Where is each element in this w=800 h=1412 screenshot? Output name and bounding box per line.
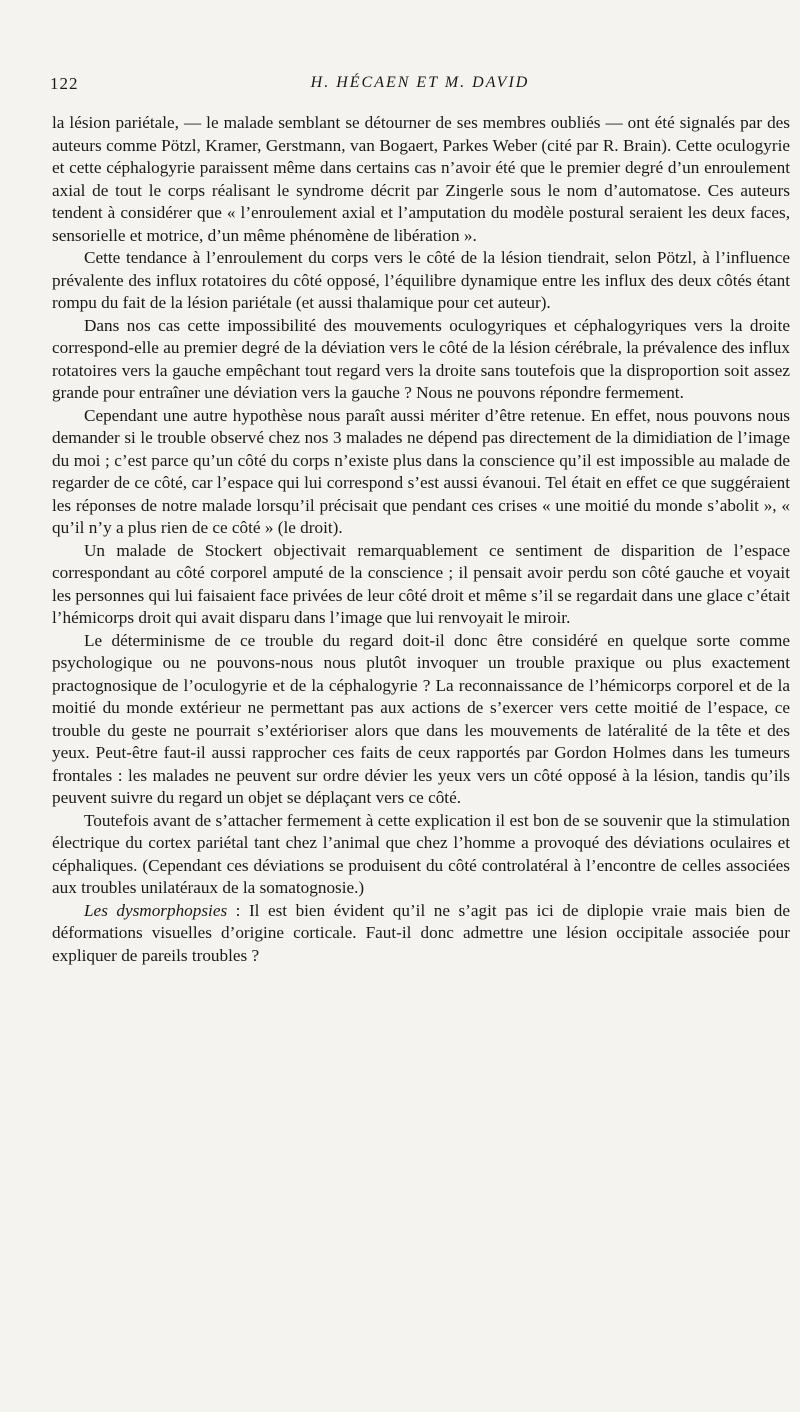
paragraph-8 (52, 900, 790, 968)
running-head: H. HÉCAEN ET M. DAVID (310, 74, 530, 91)
paragraph-5: Un malade de Stockert objectivait remarquablement ce sentiment de disparition de l’espace correspondant au côté corporel amputé de la conscience ; il pensait avoir perdu son côté gauche et voyait les personnes qui lui faisaient face privées de leur côté droit et même s’il se regardait dans une glace c’était l’hémicorps droit qui avait disparu dans l’image que lui renvoyait le miroir. (52, 540, 790, 627)
paragraph-7: Toutefois avant de s’attacher fermement à cette explication il est bon de se souvenir que la stimulation électrique du cortex pariétal tant chez l’animal que chez l’homme a provoqué des déviations oculaires et céphaliques. (Cependant ces déviations se produisent du côté controlatéral à l’encontre de celles associées aux troubles unilatéraux de la somatognosie.) (52, 810, 790, 897)
paragraph-6: Le déterminisme de ce trouble du regard doit-il donc être considéré en quelque sorte comme psychologique ou ne pouvons-nous nous plutôt invoquer un trouble praxique ou plus exactement practognosique de l’oculogyrie et de la céphalogyrie ? La reconnaissance de l’hémicorps corporel et de la moitié du monde extérieur ne permettant pas aux actions de s’exercer vers cette moitié de l’espace, ce trouble du geste ne pourrait s’extérioriser alors que dans les mouvements de latéralité de la tête et des yeux. Peut-être faut-il aussi rapprocher ces faits de ceux rapportés par Gordon Holmes dans les tumeurs frontales : les malades ne peuvent sur ordre dévier les yeux vers un côté opposé à la lésion, tandis qu’ils peuvent suivre du regard un objet se déplaçant vers ce côté. (52, 630, 790, 807)
paragraph-3: Dans nos cas cette impossibilité des mouvements oculogyriques et céphalogyriques vers la droite correspond-elle au premier degré de la déviation vers le côté de la lésion cérébrale, la prévalence des influx rotatoires vers la gauche empêchant tout regard vers la droite sans toutefois que la disproportion soit assez grande pour entraîner une déviation vers la gauche ? Nous ne pouvons répondre fermement. (52, 315, 790, 402)
body-text (52, 112, 790, 967)
paragraph-1: la lésion pariétale, — le malade semblant se détourner de ses membres oubliés — ont été signalés par des auteurs comme Pötzl, Kramer, Gerstmann, van Bogaert, Parkes Weber (cité par R. Brain). Cette oculogyrie et cette céphalogyrie paraissent même dans certains cas n’avoir été que le premier degré d’un enroulement axial de tout le corps réalisant le syndrome décrit par Zingerle sous le nom d’automatose. Ces auteurs tendent à considérer que « l’enroulement axial et l’amputation du modèle postural seraient les deux faces, sensorielle et motrice, d’un même phénomène de libération ». (52, 113, 790, 245)
paragraph-4: Cependant une autre hypothèse nous paraît aussi mériter d’être retenue. En effet, nous pouvons nous demander si le trouble observé chez nos 3 malades ne dépend pas directement de la dimidiation de l’image du moi ; c’est parce qu’un côté du corps n’existe plus dans la conscience qu’il est impossible au malade de regarder de ce côté, car l’espace qui lui correspond s’est aussi évanoui. Tel était en effet ce que suggéraient les réponses de notre malade lorsqu’il précisait que pendant ces crises « une moitié du monde s’abolit », « qu’il n’y a plus rien de ce côté » (le droit). (52, 405, 790, 537)
page-number: 122 (50, 74, 79, 93)
page-header (50, 74, 790, 102)
paragraph-8-text: : Il est bien évident qu’il ne s’agit pas ici de diplopie vraie mais bien de déformations visuelles d’origine corticale. Faut-il donc admettre une lésion occipitale associée pour expliquer de pareils troubles ? (52, 900, 791, 965)
section-lead-dysmorphopsies: Les dysmorphopsies (84, 900, 228, 920)
paragraph-2: Cette tendance à l’enroulement du corps vers le côté de la lésion tiendrait, selon Pötzl, à l’influence prévalente des influx rotatoires du côté opposé, l’équilibre dynamique entre les influx des deux côtés étant rompu du fait de la lésion pariétale (et aussi thalamique pour cet auteur). (52, 248, 790, 312)
